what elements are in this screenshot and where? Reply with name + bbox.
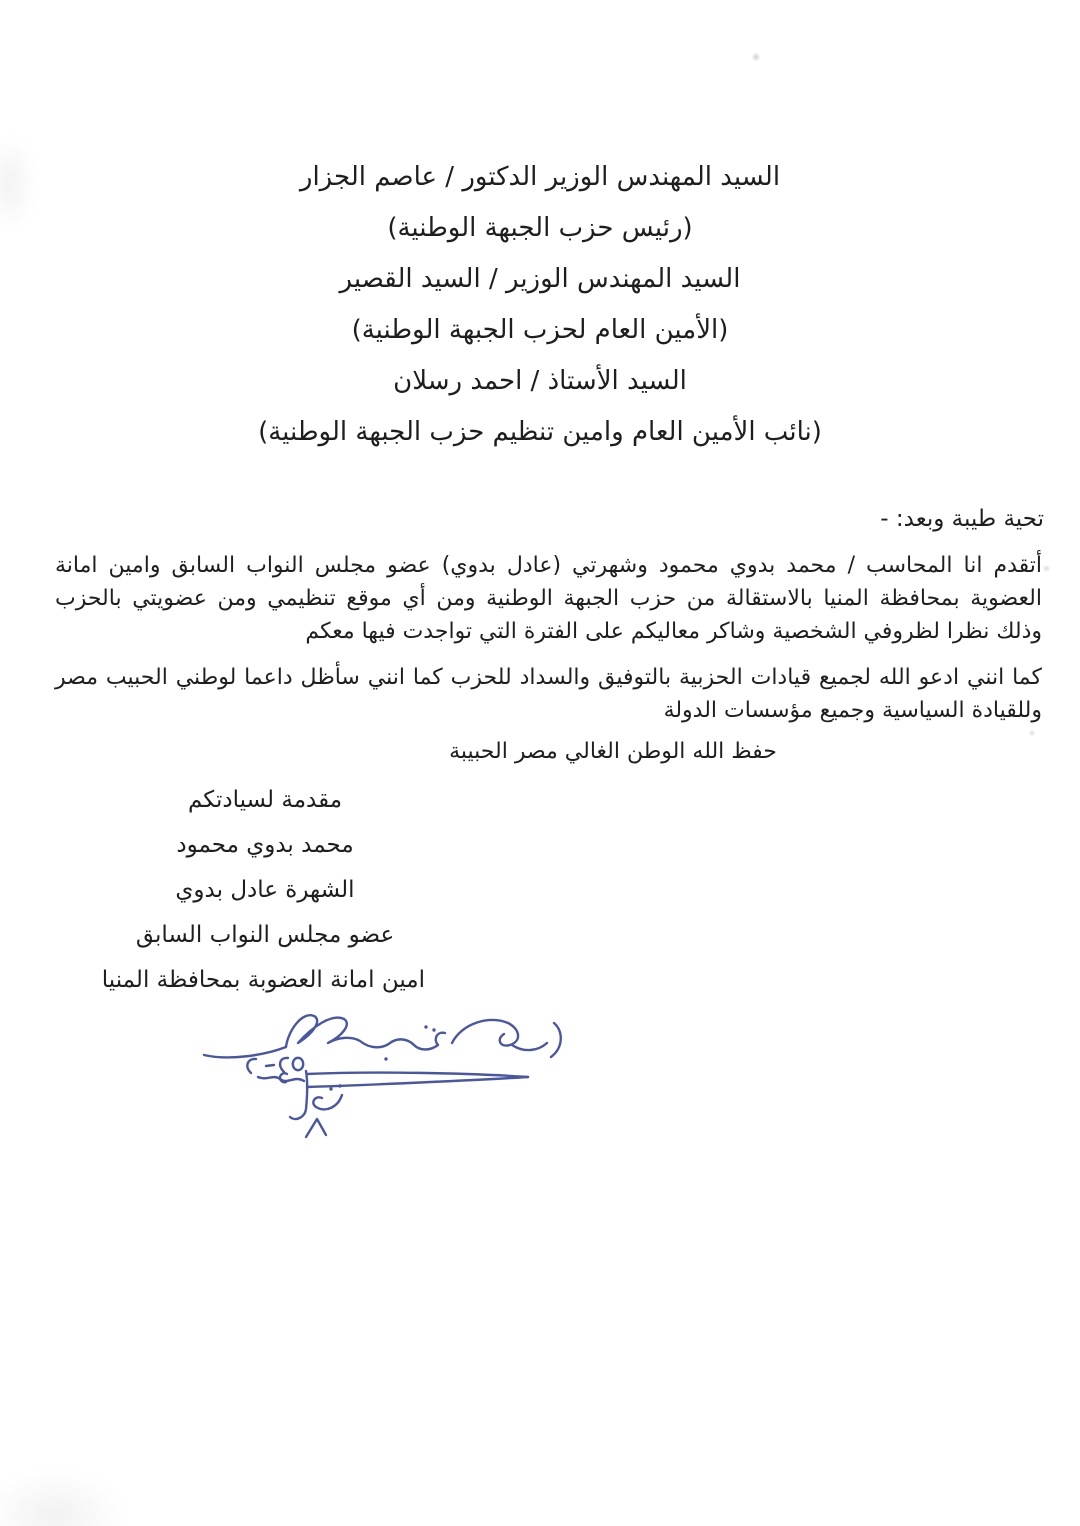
- closing-prayer: حفظ الله الوطن الغالي مصر الحبيبة: [449, 739, 777, 764]
- recipient-title-line: (نائب الأمين العام وامين تنظيم حزب الجبهة الوطنية): [258, 417, 822, 447]
- recipient-line: السيد المهندس الوزير الدكتور / عاصم الجزار: [299, 162, 781, 192]
- signature-line-role1: عضو مجلس النواب السابق: [135, 922, 395, 948]
- signature-text-block: [101, 778, 425, 1003]
- scan-speck: [1030, 731, 1034, 735]
- handwritten-signature: [190, 1003, 590, 1168]
- scan-speck: [753, 54, 759, 60]
- scan-speck: [1044, 566, 1049, 571]
- recipient-title-line: (الأمين العام لحزب الجبهة الوطنية): [351, 315, 729, 345]
- letter-body: [55, 549, 1042, 727]
- recipients-block: [0, 152, 1080, 458]
- body-paragraph-2: كما انني ادعو الله لجميع قيادات الحزبية بالتوفيق والسداد للحزب كما انني سأظل داعما لوطني الحبيب مصر وللقيادة السياسية وجميع مؤسسات الدولة: [55, 665, 1042, 723]
- recipient-line: السيد المهندس الوزير / السيد القصير: [339, 264, 741, 294]
- signature-line-presented: مقدمة لسيادتكم: [187, 787, 343, 813]
- signature-line-role2: امين امانة العضوبة بمحافظة المنيا: [101, 967, 425, 993]
- recipient-title-line: (رئيس حزب الجبهة الوطنية): [387, 213, 693, 243]
- body-paragraph-1: أتقدم انا المحاسب / محمد بدوي محمود وشهرتي (عادل بدوي) عضو مجلس النواب السابق وامين امانة العضوية بمحافظة المنيا بالاستقالة من حزب الجبهة الوطنية ومن أي موقع تنظيمي ومن عضويتي بالحزب وذلك نظرا لظروفي الشخصية وشاكر معاليكم على الفترة التي تواجدت فيها معكم: [55, 553, 1042, 644]
- signature-line-name: محمد بدوي محمود: [176, 832, 354, 858]
- recipient-line: السيد الأستاذ / احمد رسلان: [393, 366, 687, 396]
- greeting-line: تحية طيبة وبعد: -: [880, 506, 1044, 532]
- signature-line-alias: الشهرة عادل بدوي: [175, 877, 355, 903]
- scan-smudge: [0, 1455, 150, 1526]
